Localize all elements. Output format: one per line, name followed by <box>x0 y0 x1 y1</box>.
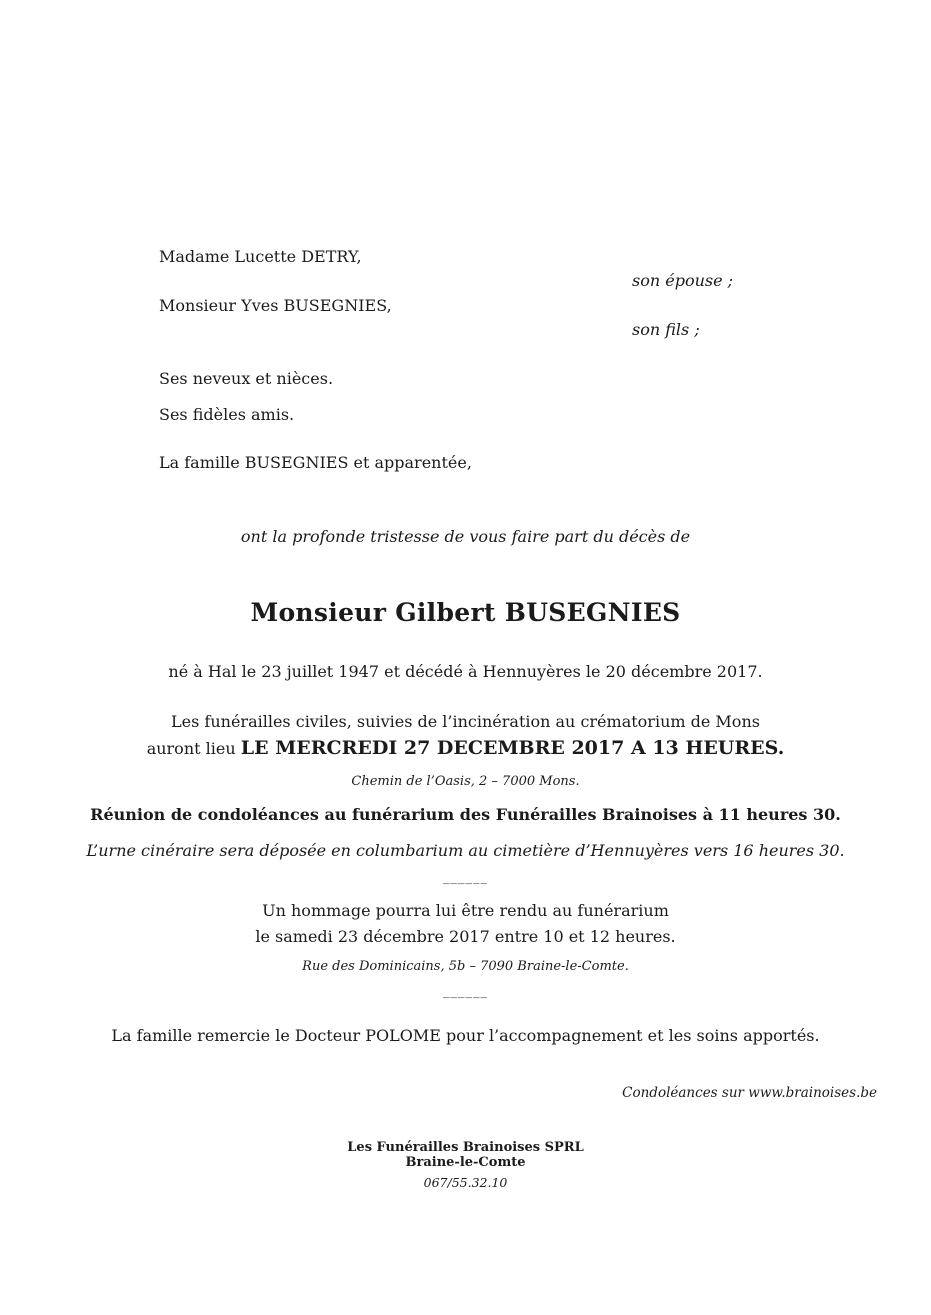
divider: ______ <box>443 870 488 885</box>
announcement-intro: ont la profonde tristesse de vous faire part du décès de <box>240 527 691 546</box>
ceremony-description-line: Les funérailles civiles, suivies de l’incinération au crématorium de Mons <box>171 712 760 731</box>
funerarium-address: Rue des Dominicains, 5b – 7090 Braine-le-Comte. <box>302 959 629 974</box>
crematorium-address: Chemin de l’Oasis, 2 – 7000 Mons. <box>351 774 580 789</box>
footer-company-name: Les Funérailles Brainoises SPRL <box>347 1140 584 1155</box>
footer-company-city: Braine-le-Comte <box>405 1155 526 1170</box>
thanks-doctor-line: La famille remercie le Docteur POLOME pour l’accompagnement et les soins apportés. <box>111 1026 820 1045</box>
tribute-line-2: le samedi 23 décembre 2017 entre 10 et 12 heures. <box>255 927 676 946</box>
divider: ______ <box>443 984 488 999</box>
ceremony-date: LE MERCREDI 27 DECEMBRE 2017 A 13 HEURES. <box>240 737 785 759</box>
family-member-wife: Madame Lucette DETRY, <box>159 247 362 266</box>
online-condolences-line: Condoléances sur www.brainoises.be <box>622 1085 877 1101</box>
relation-label-son: son fils ; <box>632 320 700 339</box>
ceremony-date-line <box>0 738 931 760</box>
birth-death-line: né à Hal le 23 juillet 1947 et décédé à Hennuyères le 20 décembre 2017. <box>168 662 763 681</box>
condolence-meeting-line: Réunion de condoléances au funérarium des Funérailles Brainoises à 11 heures 30. <box>90 805 841 824</box>
ceremony-date-prefix: auront lieu <box>146 739 241 758</box>
family-friends-line: Ses fidèles amis. <box>159 405 295 424</box>
family-member-son: Monsieur Yves BUSEGNIES, <box>159 296 392 315</box>
footer-phone-number: 067/55.32.10 <box>423 1175 508 1190</box>
family-nephews-line: Ses neveux et nièces. <box>159 369 334 388</box>
tribute-line-1: Un hommage pourra lui être rendu au funérarium <box>262 901 669 920</box>
family-extended-line: La famille BUSEGNIES et apparentée, <box>159 453 472 472</box>
relation-label-wife: son épouse ; <box>632 271 734 290</box>
deceased-name: Monsieur Gilbert BUSEGNIES <box>250 598 681 627</box>
urn-columbarium-line: L’urne cinéraire sera déposée en columbarium au cimetière d’Hennuyères vers 16 heures 30. <box>86 841 845 860</box>
